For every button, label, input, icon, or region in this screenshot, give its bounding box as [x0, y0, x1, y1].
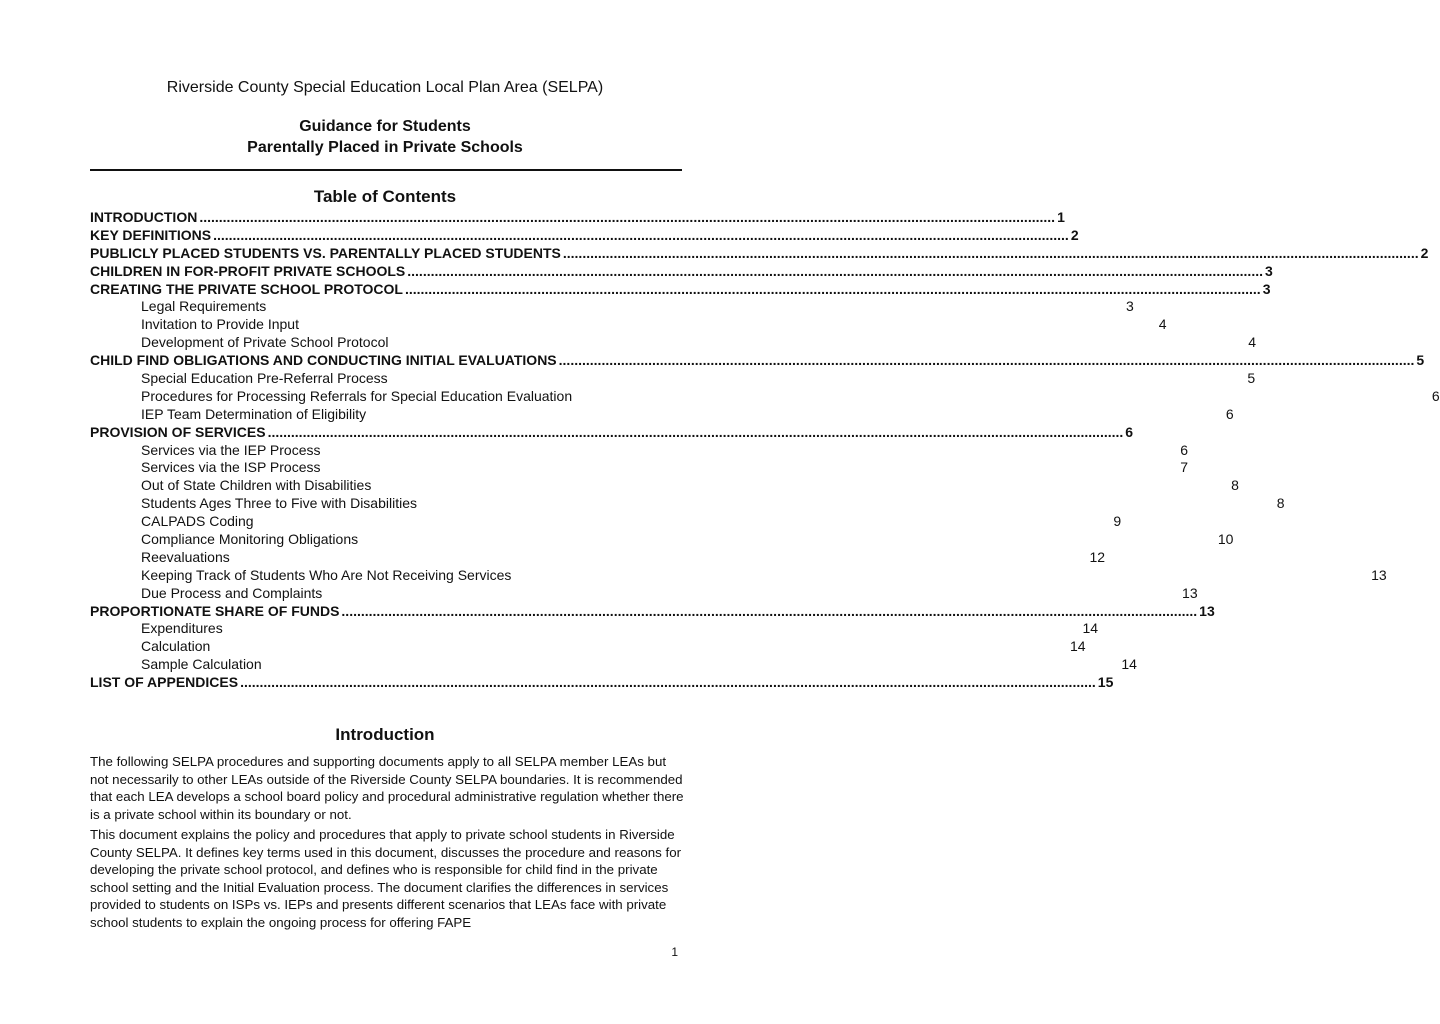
toc-subentry[interactable]	[90, 566, 1387, 585]
toc-entry-label: Out of State Children with Disabilities	[141, 477, 372, 494]
toc-entry-page: 14	[1082, 620, 1099, 637]
toc-entry-page: 12	[1089, 548, 1106, 565]
toc-heading: Table of Contents	[313, 187, 457, 206]
toc-entry-page: 9	[1113, 513, 1122, 530]
toc-entry-page: 3	[1126, 298, 1134, 315]
toc-entry[interactable]	[90, 226, 1079, 245]
toc-entry-label: CHILD FIND OBLIGATIONS AND CONDUCTING INITIAL EVALUATIONS	[90, 352, 557, 369]
toc-subentry[interactable]	[90, 298, 1134, 316]
toc-subentry[interactable]	[90, 584, 1198, 603]
toc-entry-page: 2	[1070, 226, 1079, 243]
toc-entry-page: 13	[1199, 602, 1215, 619]
toc-entry[interactable]	[90, 262, 1273, 281]
toc-subentry[interactable]	[90, 620, 1099, 638]
toc-entry-label: Development of Private School Protocol	[141, 334, 389, 351]
toc-subentry[interactable]	[90, 405, 1234, 424]
toc-dot-leader: ............................................................................................................................................................................................................................	[199, 209, 1056, 225]
toc-entry-page: 1	[1057, 209, 1065, 225]
toc-entry-page: 13	[1182, 584, 1198, 601]
toc-entry-label: PROVISION OF SERVICES	[90, 423, 266, 440]
toc-entry-label: Invitation to Provide Input	[141, 316, 299, 333]
toc-entry-label: Services via the IEP Process	[141, 441, 321, 458]
toc-entry-page: 3	[1262, 280, 1271, 297]
toc-entry-label: IEP Team Determination of Eligibility	[141, 405, 367, 422]
toc-entry-page: 6	[1125, 423, 1134, 440]
toc-entry-label: Legal Requirements	[141, 298, 267, 315]
toc-entry-label: Keeping Track of Students Who Are Not Receiving Services	[141, 566, 512, 583]
toc-entry-label: Services via the ISP Process	[141, 459, 321, 476]
document-title-line1: Guidance for Students	[299, 118, 471, 135]
toc-entry[interactable]	[90, 674, 1114, 692]
introduction-paragraph-1: The following SELPA procedures and supporting documents apply to all SELPA member LEAs but not necessarily to other LEAs outside of the Riverside County SELPA boundaries. It is recommended that each LEA develops a school board policy and procedural administrative regulation whether there is a private school within its boundary or not.	[90, 754, 684, 822]
toc-subentry[interactable]	[90, 513, 1122, 531]
toc-entry[interactable]	[90, 423, 1134, 442]
toc-subentry[interactable]	[90, 495, 1285, 513]
toc-entry-page: 10	[1217, 531, 1234, 548]
toc-subentry[interactable]	[90, 477, 1239, 495]
toc-entry-label: Sample Calculation	[141, 656, 262, 673]
toc-entry-label: LIST OF APPENDICES	[90, 674, 239, 691]
toc-entry-label: Expenditures	[141, 620, 223, 637]
toc-entry-page: 14	[1070, 638, 1086, 655]
toc-dot-leader: ............................................................................................................................................................................................................................	[407, 262, 1263, 279]
toc-entry-page: 7	[1180, 459, 1189, 476]
title-divider	[90, 169, 682, 171]
toc-entry-page: 5	[1247, 370, 1256, 387]
toc-subentry[interactable]	[90, 548, 1106, 567]
toc-entry-label: Calculation	[141, 638, 211, 655]
toc-dot-leader: ............................................................................................................................................................................................................................	[341, 602, 1198, 619]
toc-subentry[interactable]	[90, 370, 1256, 388]
toc-entry-label: Reevaluations	[141, 548, 230, 565]
toc-subentry[interactable]	[90, 638, 1086, 656]
toc-entry-label: CALPADS Coding	[141, 513, 254, 530]
toc-entry[interactable]	[90, 352, 1425, 370]
toc-subentry[interactable]	[90, 316, 1167, 334]
toc-entry-label: Procedures for Processing Referrals for Special Education Evaluation	[141, 387, 573, 404]
toc-entry-label: Students Ages Three to Five with Disabilities	[141, 495, 417, 512]
toc-entry-label: Compliance Monitoring Obligations	[141, 531, 359, 548]
toc-entry-page: 8	[1231, 477, 1239, 494]
toc-subentry[interactable]	[90, 334, 1256, 352]
toc-entry-label: CREATING THE PRIVATE SCHOOL PROTOCOL	[90, 280, 403, 297]
toc-entry-label: INTRODUCTION	[90, 209, 198, 225]
toc-entry[interactable]	[90, 602, 1215, 621]
toc-dot-leader: ............................................................................................................................................................................................................................	[240, 674, 1096, 691]
toc-entry-label: Special Education Pre-Referral Process	[141, 370, 388, 387]
toc-entry-page: 2	[1420, 244, 1429, 261]
toc-dot-leader: ............................................................................................................................................................................................................................	[558, 352, 1415, 369]
toc-entry-label: PUBLICLY PLACED STUDENTS VS. PARENTALLY PLACED STUDENTS	[90, 244, 561, 261]
toc-entry-page: 3	[1265, 262, 1273, 279]
toc-entry-label: PROPORTIONATE SHARE OF FUNDS	[90, 602, 340, 619]
document-title-line2: Parentally Placed in Private Schools	[247, 139, 523, 156]
toc-entry-page: 14	[1121, 656, 1137, 673]
toc-entry-page: 4	[1158, 316, 1167, 333]
organization-name: Riverside County Special Education Local Plan Area (SELPA)	[166, 79, 604, 96]
toc-dot-leader: ............................................................................................................................................................................................................................	[404, 280, 1261, 297]
table-of-contents	[90, 209, 1440, 692]
document-title	[0, 116, 770, 158]
toc-dot-leader: ............................................................................................................................................................................................................................	[267, 423, 1124, 440]
toc-entry-label: CHILDREN IN FOR-PROFIT PRIVATE SCHOOLS	[90, 262, 406, 279]
toc-dot-leader: ............................................................................................................................................................................................................................	[562, 244, 1419, 261]
toc-subentry[interactable]	[90, 459, 1189, 477]
toc-entry-page: 8	[1276, 495, 1285, 512]
toc-subentry[interactable]	[90, 656, 1137, 674]
toc-entry-label: KEY DEFINITIONS	[90, 226, 212, 243]
toc-entry-page: 15	[1097, 674, 1114, 691]
toc-entry-page: 6	[1225, 405, 1234, 422]
toc-entry-page: 6	[1180, 441, 1189, 458]
introduction-paragraph-2: This document explains the policy and procedures that apply to private school students in Riverside County SELPA. It defines key terms used in this document, discusses the procedure and reasons for developing the private school protocol, and defines who is responsible for child find in the private school setting and the Initial Evaluation process. The document clarifies the differences in services provided to students on ISPs vs. IEPs and presents different scenarios that LEAs face with private school students to explain the ongoing process for offering FAPE	[90, 827, 682, 930]
toc-entry[interactable]	[90, 244, 1429, 263]
toc-entry-page: 13	[1371, 566, 1387, 583]
toc-entry[interactable]	[90, 280, 1271, 299]
toc-subentry[interactable]	[90, 531, 1234, 549]
toc-entry-label: Due Process and Complaints	[141, 584, 323, 601]
introduction-heading: Introduction	[335, 725, 435, 744]
toc-subentry[interactable]	[90, 387, 1440, 406]
toc-entry-page: 4	[1248, 334, 1256, 351]
toc-subentry[interactable]	[90, 441, 1189, 460]
toc-dot-leader: ............................................................................................................................................................................................................................	[213, 226, 1069, 243]
page-number: 1	[671, 945, 678, 959]
toc-entry-page: 6	[1431, 387, 1440, 404]
toc-entry[interactable]	[90, 209, 1065, 227]
toc-entry-page: 5	[1416, 352, 1425, 369]
